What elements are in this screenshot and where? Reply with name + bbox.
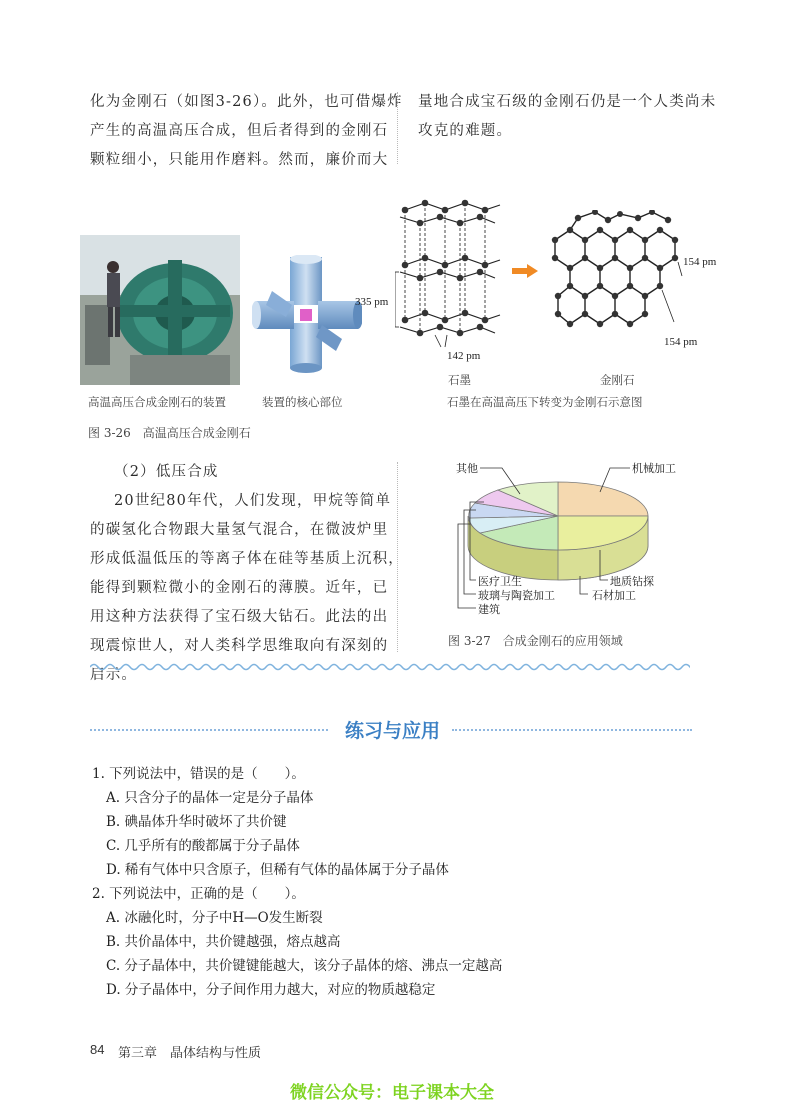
question-2-stem: 2. 下列说法中，正确的是（ ）。	[92, 886, 305, 902]
figure-3-26-title: 图 3-26 高温高压合成金刚石	[88, 426, 251, 440]
question-2-option-c: C. 分子晶体中，共价键键能越大，该分子晶体的熔、沸点一定越高	[106, 958, 503, 974]
text-line: 20世纪80年代，人们发现，甲烷等简单	[114, 493, 392, 509]
transformation-caption: 石墨在高温高压下转变为金刚石示意图	[447, 395, 643, 409]
figure-3-27-title: 图 3-27 合成金刚石的应用领域	[448, 634, 623, 648]
column-divider	[397, 92, 398, 164]
text-line: 攻克的难题。	[418, 123, 513, 139]
exercise-section-title: 练习与应用	[345, 720, 441, 742]
text-line: 现震惊世人，对人类科学思维取向有深刻的	[90, 638, 389, 654]
page-number: 84	[90, 1042, 105, 1057]
text-line: 的碳氢化合物跟大量氢气混合，在微波炉里	[90, 522, 389, 538]
text-line: 形成低温低压的等离子体在硅等基质上沉积，	[90, 551, 404, 567]
question-1-option-b: B. 碘晶体升华时破坏了共价键	[106, 814, 287, 830]
text-line: 能得到颗粒微小的金刚石的薄膜。近年，已	[90, 580, 389, 596]
graphite-label: 石墨	[448, 373, 471, 387]
text-line: 启示。	[90, 667, 138, 683]
question-1-option-d: D. 稀有气体中只含原子，但稀有气体的晶体属于分子晶体	[106, 862, 449, 878]
diamond-label: 金刚石	[600, 373, 635, 387]
pie-label-stone: 石材加工	[592, 589, 636, 602]
text-line: 化为金刚石（如图3-26）。此外，也可借爆炸	[90, 94, 403, 110]
question-1-option-c: C. 几乎所有的酸都属于分子晶体	[106, 838, 300, 854]
text-line: 颗粒细小，只能用作磨料。然而，廉价而大	[90, 152, 389, 168]
section-heading: （2）低压合成	[114, 464, 219, 480]
bottom-watermark: 微信公众号：电子课本大全	[290, 1083, 494, 1103]
question-2-option-d: D. 分子晶体中，分子间作用力越大，对应的物质越稳定	[106, 982, 436, 998]
pie-label-building: 建筑	[478, 603, 500, 616]
application-pie-chart	[440, 458, 680, 618]
core-part-diagram	[252, 255, 362, 380]
wavy-divider	[90, 658, 690, 670]
dimension-label-154-bottom: 154 pm	[664, 336, 698, 348]
core-part-caption: 装置的核心部位	[262, 395, 343, 409]
question-1-option-a: A. 只含分子的晶体一定是分子晶体	[106, 790, 314, 806]
chapter-title: 第三章 晶体结构与性质	[118, 1046, 262, 1061]
pie-label-machining: 机械加工	[632, 462, 676, 475]
section-title-rule-left	[90, 729, 328, 731]
pie-label-other: 其他	[456, 462, 478, 475]
text-line: 产生的高温高压合成，但后者得到的金刚石	[90, 123, 389, 139]
text-line: 量地合成宝石级的金刚石仍是一个人类尚未	[418, 94, 717, 110]
text-line: 用这种方法获得了宝石级大钻石。此法的出	[90, 609, 389, 625]
graphite-structure-diagram	[395, 195, 505, 355]
question-2-option-a: A. 冰融化时，分子中H—O发生断裂	[106, 910, 323, 926]
question-2-option-b: B. 共价晶体中，共价键越强，熔点越高	[106, 934, 341, 950]
dimension-label-335: 335 pm	[355, 296, 389, 308]
pie-label-medical: 医疗卫生	[478, 575, 522, 588]
synthesis-device-photo	[80, 235, 240, 385]
dimension-label-142: 142 pm	[447, 350, 481, 362]
low-pressure-section	[90, 458, 404, 690]
diamond-structure-diagram	[550, 210, 685, 340]
arrow-right-icon	[512, 263, 538, 277]
dimension-label-154-top: 154 pm	[683, 256, 717, 268]
pie-label-glass: 玻璃与陶瓷加工	[478, 589, 555, 602]
question-1-stem: 1. 下列说法中，错误的是（ ）。	[92, 766, 305, 782]
pie-label-drilling: 地质钻探	[610, 575, 654, 588]
top-right-paragraph	[418, 88, 718, 146]
top-left-paragraph	[90, 88, 403, 175]
column-divider	[397, 462, 398, 652]
section-title-rule-right	[452, 729, 692, 731]
device-caption: 高温高压合成金刚石的装置	[88, 395, 226, 409]
pie-slice-machining	[558, 482, 648, 516]
